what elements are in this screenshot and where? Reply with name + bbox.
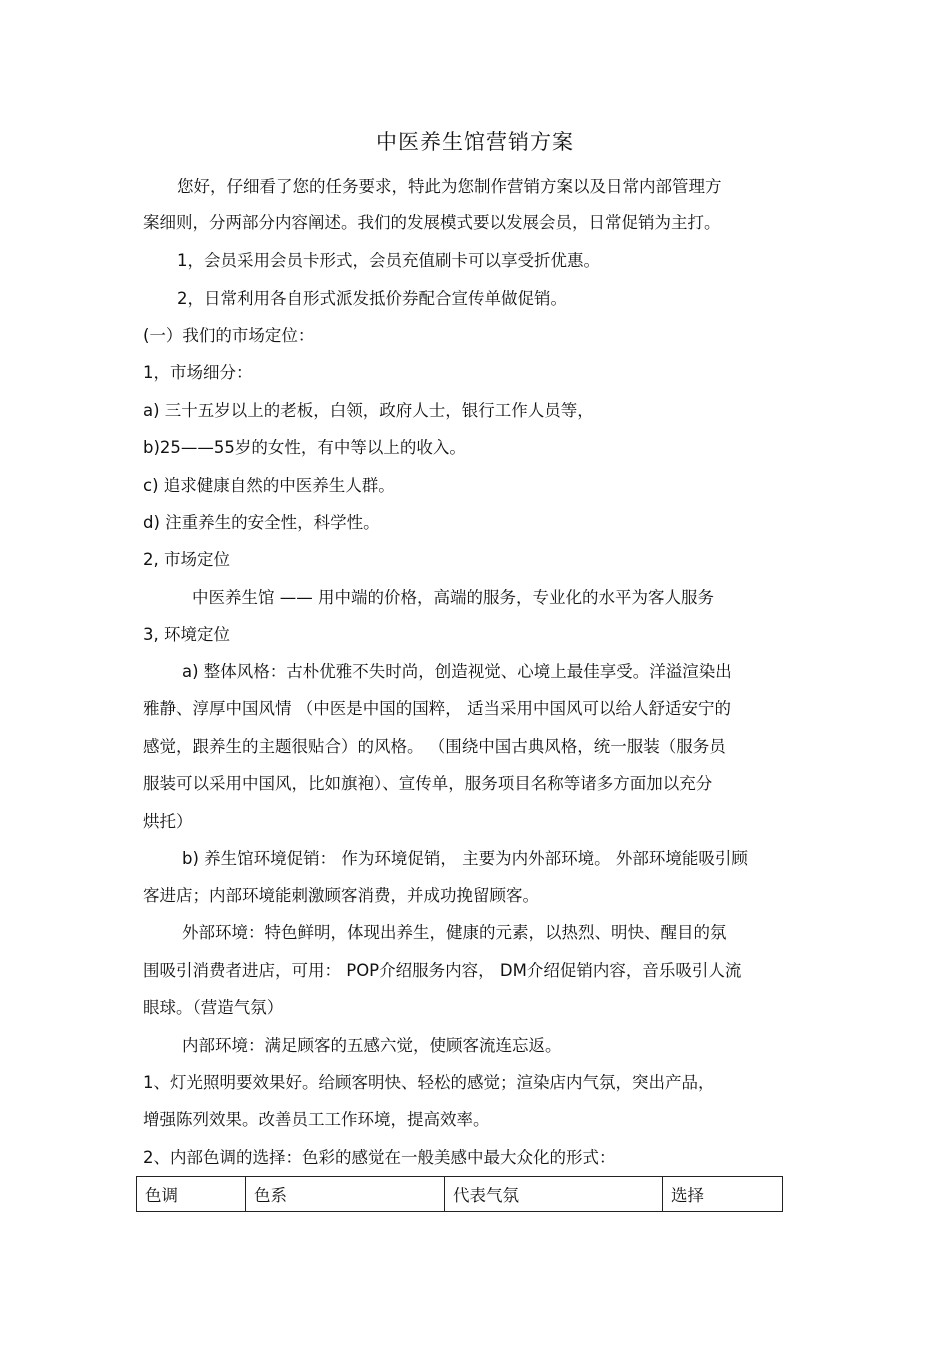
paragraph-line: 外部环境：特色鲜明，体现出养生，健康的元素，以热烈、明快、醒目的氛 — [182, 923, 727, 942]
paragraph-line: 案细则，分两部分内容阐述。我们的发展模式要以发展会员，日常促销为主打。 — [143, 213, 721, 232]
subsection-heading: 3, 环境定位 — [143, 625, 230, 644]
paragraph-line: 感觉，跟养生的主题很贴合）的风格。 （围绕中国古典风格，统一服装（服务员 — [143, 737, 726, 756]
document-title: 中医养生馆营销方案 — [376, 130, 574, 154]
paragraph-line: 2、内部色调的选择：色彩的感觉在一般美感中最大众化的形式： — [143, 1148, 616, 1167]
paragraph-line: 烘托） — [143, 812, 193, 831]
paragraph-line: 雅静、淳厚中国风情 （中医是中国的国粹， 适当采用中国风可以给人舒适安宁的 — [143, 699, 731, 718]
paragraph-line: 1、灯光照明要效果好。给顾客明快、轻松的感觉；渲染店内气氛，突出产品， — [143, 1073, 715, 1092]
paragraph-line: a) 整体风格：古朴优雅不失时尚，创造视觉、心境上最佳享受。洋溢渲染出 — [182, 662, 732, 681]
table-header-cell: 选择 — [663, 1177, 783, 1212]
paragraph-line: b) 养生馆环境促销： 作为环境促销， 主要为内外部环境。 外部环境能吸引顾 — [182, 849, 748, 868]
paragraph-line: 内部环境：满足顾客的五感六觉，使顾客流连忘返。 — [182, 1036, 562, 1055]
subsection-heading: 2, 市场定位 — [143, 550, 230, 569]
subsection-heading: 1，市场细分： — [143, 363, 253, 382]
paragraph-line: 2，日常利用各自形式派发抵价券配合宣传单做促销。 — [177, 289, 567, 308]
section-heading: (一）我们的市场定位： — [143, 326, 315, 345]
list-item: b)25——55岁的女性，有中等以上的收入。 — [143, 438, 466, 457]
table-header-row — [137, 1177, 783, 1212]
paragraph-line: 您好，仔细看了您的任务要求，特此为您制作营销方案以及日常内部管理方 — [177, 177, 722, 196]
paragraph-line: 1，会员采用会员卡形式，会员充值刷卡可以享受折优惠。 — [177, 251, 600, 270]
list-item: a) 三十五岁以上的老板，白领，政府人士，银行工作人员等， — [143, 401, 594, 420]
table-header-cell: 色系 — [246, 1177, 445, 1212]
paragraph-line: 服装可以采用中国风，比如旗袍）、宣传单，服务项目名称等诸多方面加以充分 — [143, 774, 713, 793]
paragraph-line: 围吸引消费者进店，可用： POP介绍服务内容， DM介绍促销内容，音乐吸引人流 — [143, 961, 742, 980]
list-item: d) 注重养生的安全性，科学性。 — [143, 513, 380, 532]
paragraph-line: 中医养生馆 —— 用中端的价格，高端的服务，专业化的水平为客人服务 — [192, 588, 714, 607]
table-header-cell: 代表气氛 — [445, 1177, 663, 1212]
table-header-cell: 色调 — [137, 1177, 246, 1212]
paragraph-line: 增强陈列效果。改善员工工作环境，提高效率。 — [143, 1110, 490, 1129]
paragraph-line: 眼球。（营造气氛） — [143, 998, 284, 1017]
color-tone-table — [136, 1176, 783, 1212]
paragraph-line: 客进店；内部环境能刺激顾客消费，并成功挽留顾客。 — [143, 886, 539, 905]
list-item: c) 追求健康自然的中医养生人群。 — [143, 476, 395, 495]
